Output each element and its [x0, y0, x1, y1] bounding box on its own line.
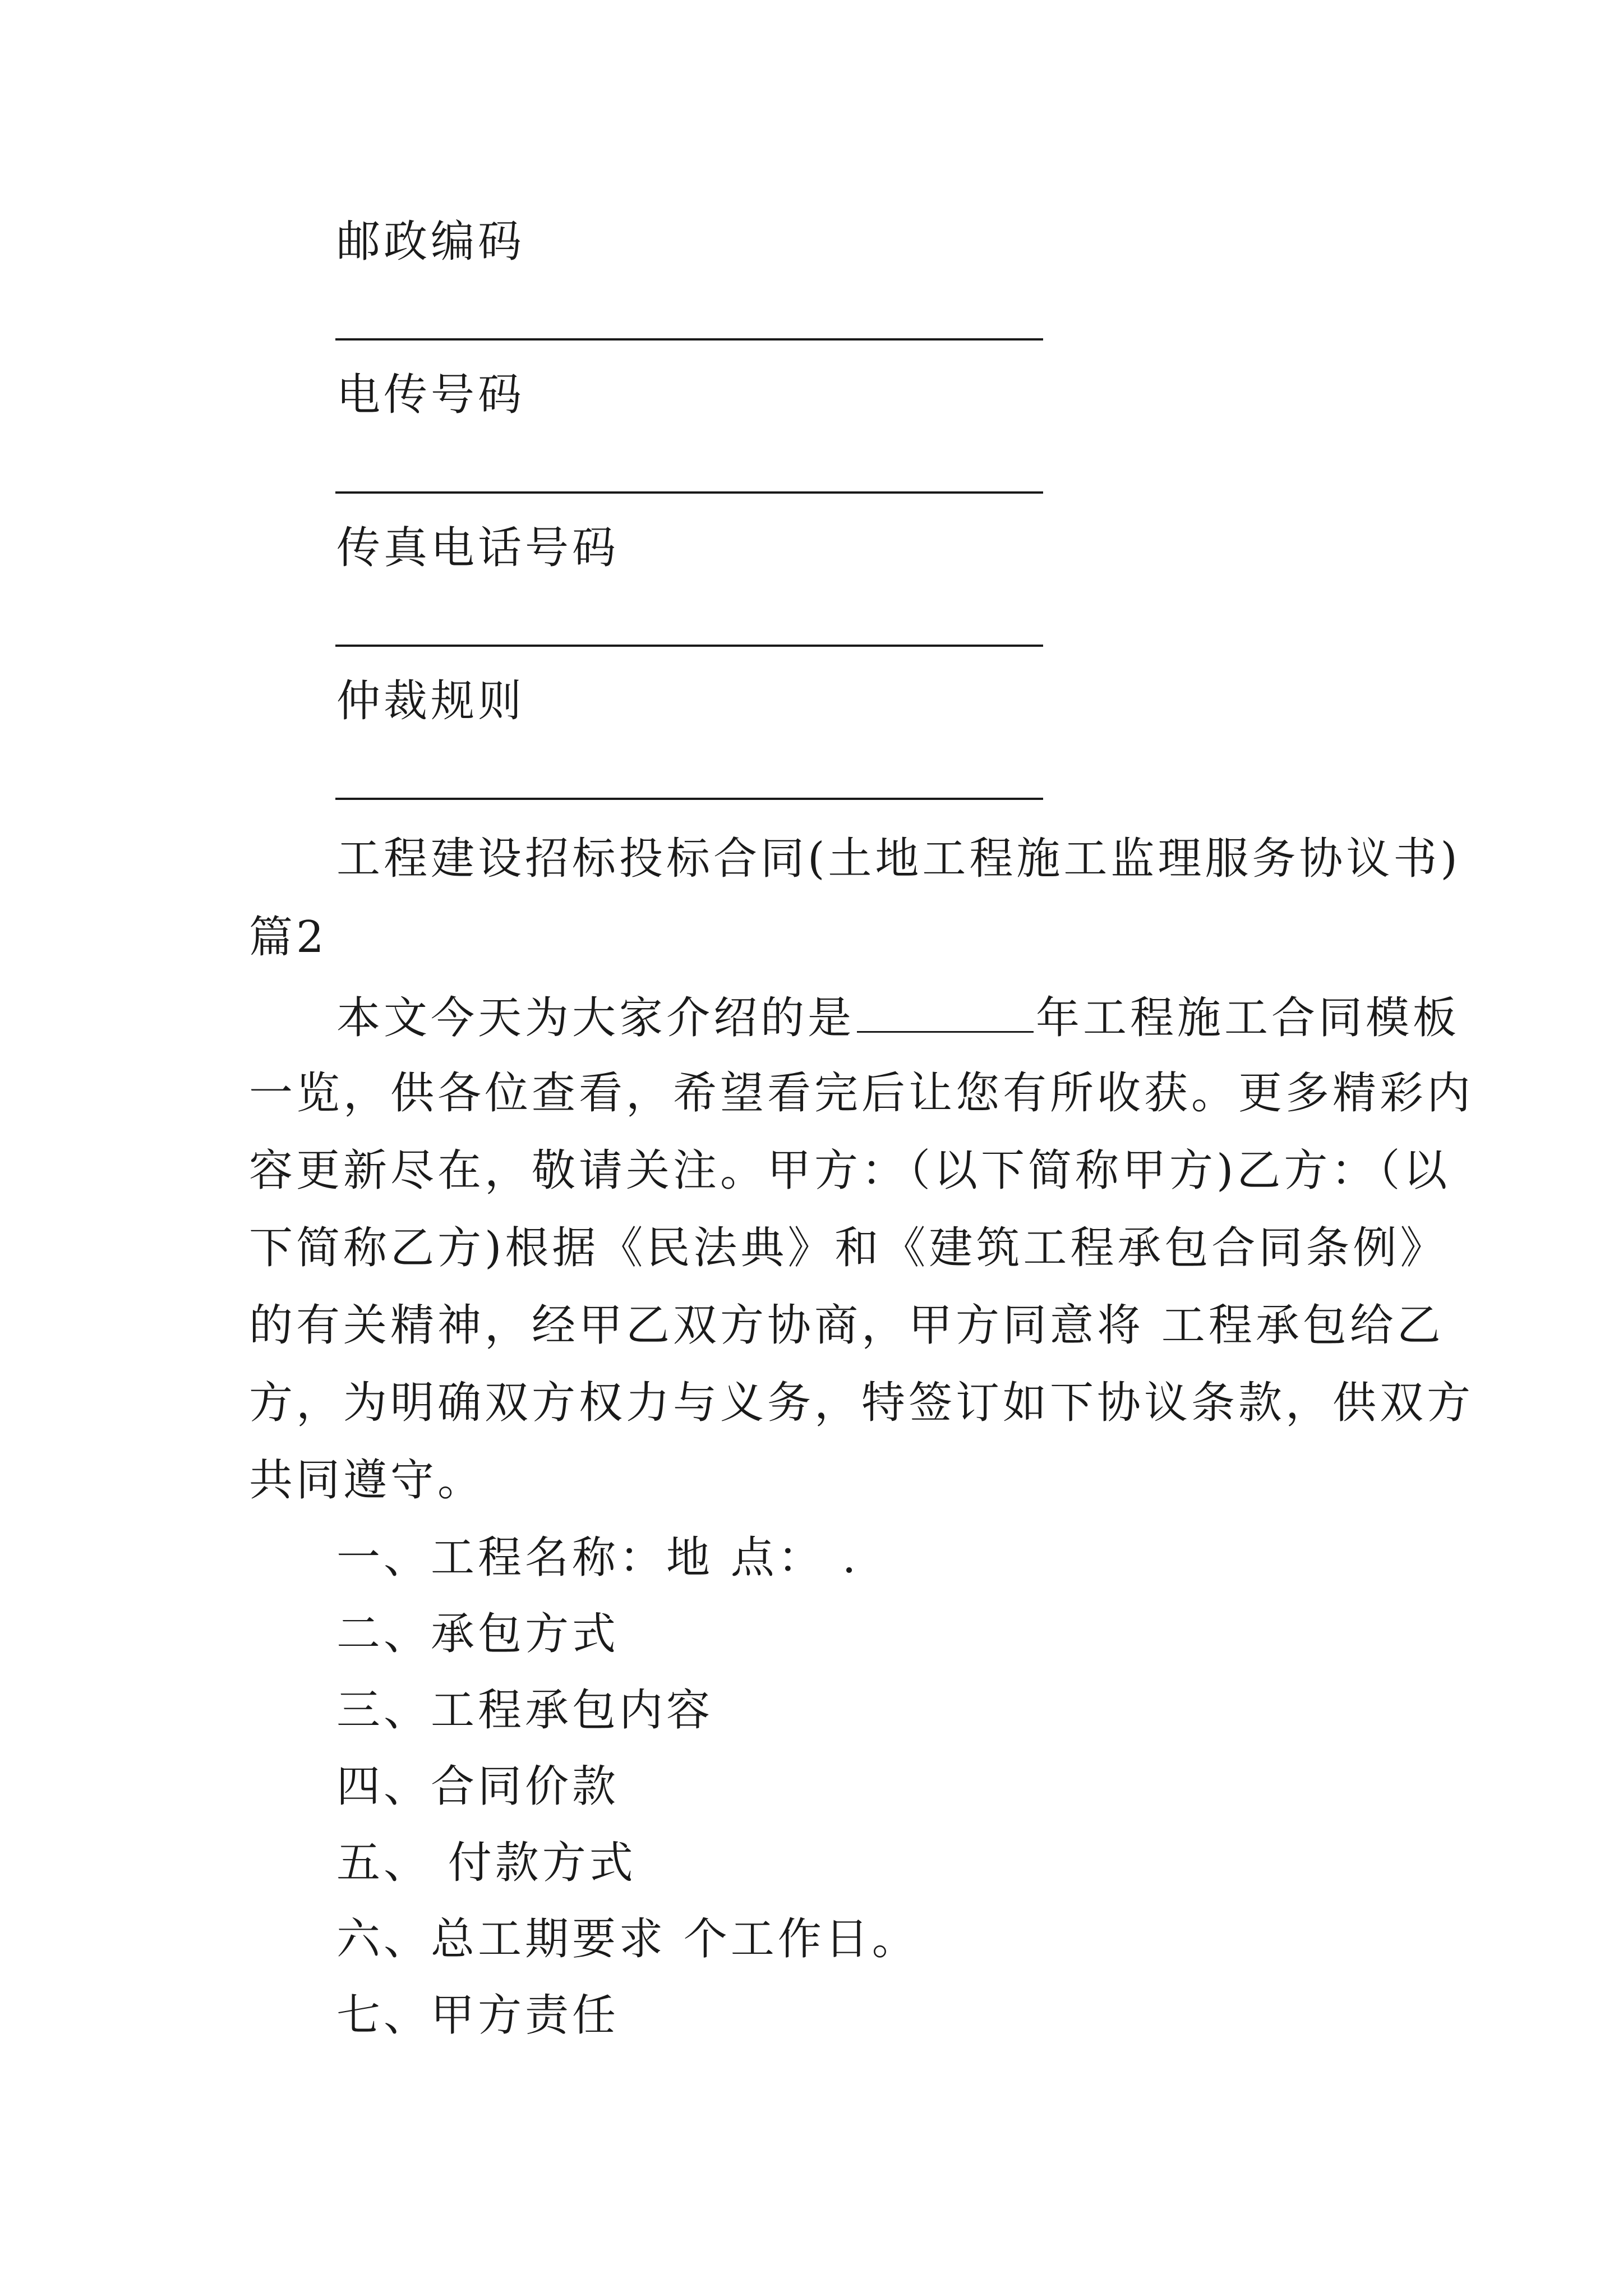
postal-code-label: 邮政编码: [336, 217, 525, 267]
clause-4-contract-price: 四、合同价款: [336, 1761, 620, 1812]
intro-line-5: 的有关精神，经甲乙双方协商，甲方同意将 工程承包给乙: [249, 1300, 1444, 1351]
intro-line-7: 共同遵守。: [249, 1455, 485, 1506]
clause-6-total-duration: 六、总工期要求 个工作日。: [336, 1914, 919, 1964]
clause-2-contracting-method: 二、承包方式: [336, 1609, 620, 1659]
section-heading-line1: 工程建设招标投标合同(土地工程施工监理服务协议书): [336, 834, 1461, 884]
intro-line-6: 方，为明确双方权力与义务，特签订如下协议条款，供双方: [249, 1378, 1474, 1428]
intro-line-1: [336, 993, 1460, 1043]
intro-line-1-part-a: 本文今天为大家介绍的是: [336, 993, 855, 1043]
arbitration-rules-label: 仲裁规则: [336, 676, 525, 726]
fax-number-line: [335, 645, 1043, 647]
clause-3-contract-content: 三、工程承包内容: [336, 1685, 714, 1736]
arbitration-rules-line: [335, 798, 1043, 800]
telex-number-line: [335, 491, 1043, 494]
section-heading-line2: 篇2: [249, 912, 328, 963]
postal-code-line: [335, 338, 1043, 341]
clause-5-payment-method: 五、 付款方式: [336, 1838, 637, 1888]
intro-line-1-part-b: 年工程施工合同模板: [1036, 993, 1460, 1043]
intro-line-4: 下简称乙方)根据《民法典》和《建筑工程承包合同条例》: [249, 1223, 1447, 1273]
fax-number-label: 传真电话号码: [336, 523, 620, 573]
clause-1-project-name: 一、工程名称：地 点： .: [336, 1533, 860, 1583]
intro-line-2: 一览，供各位查看，希望看完后让您有所收获。更多精彩内: [249, 1068, 1474, 1119]
year-blank: [857, 994, 1034, 1033]
intro-line-3: 容更新尽在，敬请关注。甲方：（以下简称甲方)乙方：（以: [249, 1145, 1451, 1196]
clause-7-party-a-responsibility: 七、甲方责任: [336, 1990, 620, 2041]
telex-number-label: 电传号码: [336, 370, 525, 420]
